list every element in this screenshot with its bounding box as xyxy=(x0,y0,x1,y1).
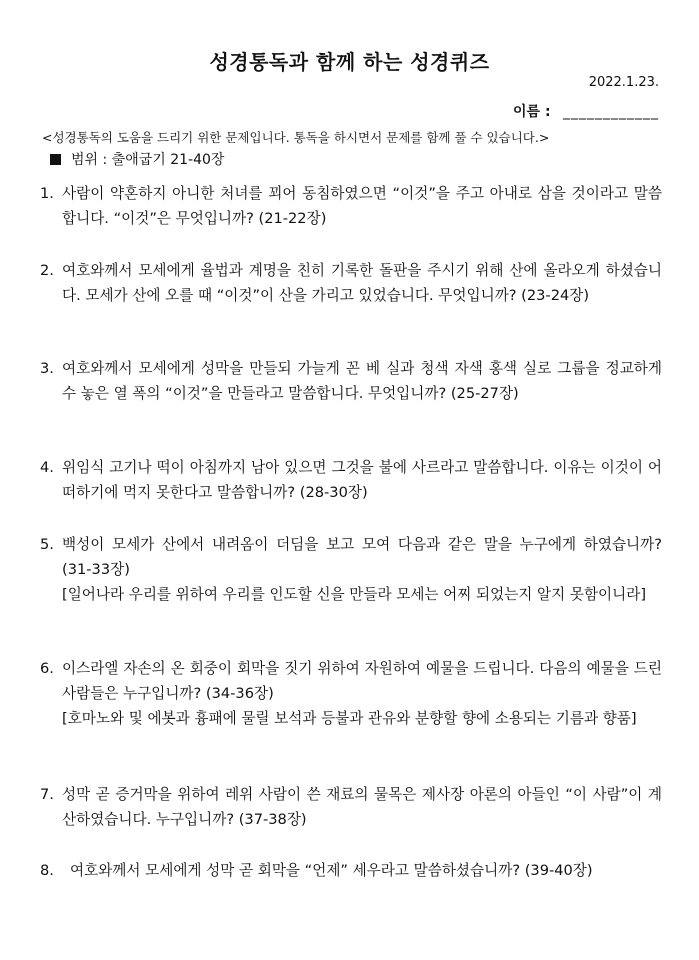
question-4 xyxy=(40,455,662,505)
name-field xyxy=(513,101,659,121)
question-7 xyxy=(40,782,662,832)
range-line xyxy=(50,149,224,169)
question-text: 백성이 모세가 산에서 내려옴이 더딤을 보고 모여 다음과 같은 말을 누구에게 하였습니까? (31-33장) xyxy=(62,536,662,578)
question-6 xyxy=(40,656,662,731)
question-2 xyxy=(40,258,662,308)
question-5 xyxy=(40,532,662,607)
range-text: 범위 : 출애굽기 21-40장 xyxy=(71,152,225,168)
question-1 xyxy=(40,181,662,231)
black-square-icon xyxy=(50,154,61,165)
question-8 xyxy=(40,858,662,883)
date: 2022.1.23. xyxy=(588,75,659,90)
question-3 xyxy=(40,356,662,406)
page-title: 성경통독과 함께 하는 성경퀴즈 xyxy=(209,50,490,74)
name-label: 이름 : xyxy=(513,104,551,120)
question-quote: [일어나라 우리를 위하여 우리를 인도할 신을 만들라 모세는 어찌 되었는지 알지 못함이니라] xyxy=(62,586,647,603)
question-number: 3. xyxy=(40,360,54,377)
question-number: 4. xyxy=(40,459,54,476)
question-text: 여호와께서 모세에게 율법과 계명을 친히 기록한 돌판을 주시기 위해 산에 올라오게 하셨습니다. 모세가 산에 오를 때 “이것”이 산을 가리고 있었습니다. 무엇입니까? (23-24장) xyxy=(62,262,662,304)
question-text: 이스라엘 자손의 온 회중이 회막을 짓기 위하여 자원하여 예물을 드립니다. 다음의 예물을 드린 사람들은 누구입니까? (34-36장) xyxy=(62,660,662,702)
question-number: 8. xyxy=(40,862,54,879)
question-text: 성막 곧 증거막을 위하여 레위 사람이 쓴 재료의 물목은 제사장 아론의 아들인 “이 사람”이 계산하였습니다. 누구입니까? (37-38장) xyxy=(62,786,662,828)
question-number: 1. xyxy=(40,185,54,202)
intro-text: <성경통독의 도움을 드리기 위한 문제입니다. 통독을 하시면서 문제를 함께 풀 수 있습니다.> xyxy=(42,130,550,145)
question-number: 2. xyxy=(40,262,54,279)
question-number: 7. xyxy=(40,786,54,803)
question-text: 여호와께서 모세에게 성막을 만들되 가늘게 꼰 베 실과 청색 자색 홍색 실로 그룹을 정교하게 수 놓은 열 폭의 “이것”을 만들라고 말씀합니다. 무엇입니까? (25-27장) xyxy=(62,360,662,402)
question-number: 5. xyxy=(40,536,54,553)
question-quote: [호마노와 및 에봇과 흉패에 물릴 보석과 등불과 관유와 분향할 향에 소용되는 기름과 향품] xyxy=(62,710,637,727)
name-blank: ____________ xyxy=(563,104,659,120)
question-text: 위임식 고기나 떡이 아침까지 남아 있으면 그것을 불에 사르라고 말씀합니다. 이유는 이것이 어떠하기에 먹지 못한다고 말씀합니까? (28-30장) xyxy=(62,459,662,501)
question-text: 여호와께서 모세에게 성막 곧 회막을 “언제” 세우라고 말씀하셨습니까? (39-40장) xyxy=(70,862,593,879)
question-number: 6. xyxy=(40,660,54,677)
question-text: 사람이 약혼하지 아니한 처녀를 꾀어 동침하였으면 “이것”을 주고 아내로 삼을 것이라고 말씀합니다. “이것”은 무엇입니까? (21-22장) xyxy=(62,185,662,227)
